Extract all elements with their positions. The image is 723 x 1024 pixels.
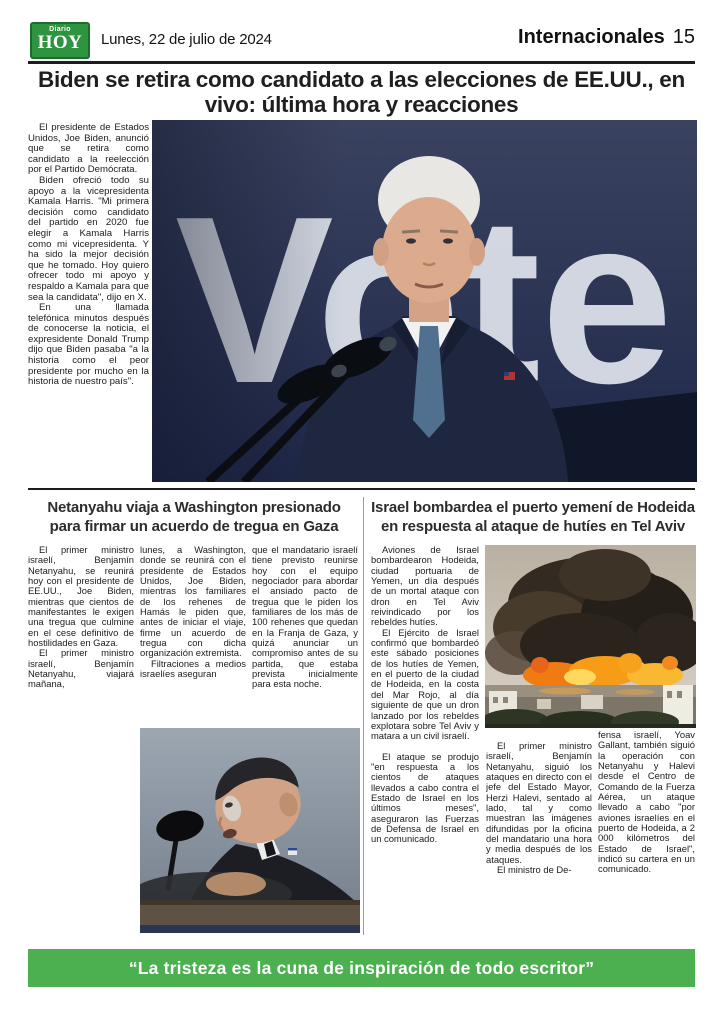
israel-column-3 bbox=[598, 730, 695, 935]
paragraph: que el mandatario israelí tiene previsto reunirse hoy con el equipo negociador para abordar el ansiado pacto de tregua que le piden los familiares de los más de 100 rehenes que quedan en la Franja de Gaza, y quizá anunciar un compromiso antes de su partida, que estaba prevista inicialmente para esta noche. bbox=[252, 545, 358, 690]
section-divider bbox=[28, 488, 695, 490]
paragraph: Filtraciones a medios israelíes aseguran bbox=[140, 657, 246, 680]
paragraph: El primer ministro israelí, Benjamín Netanyahu, viajará mañana, bbox=[28, 647, 134, 690]
paragraph: El ministro de De- bbox=[497, 864, 572, 876]
israel-column-1 bbox=[371, 545, 479, 933]
quote-banner: “La tristeza es la cuna de inspiración de todo escritor” bbox=[28, 949, 695, 987]
page-number: 15 bbox=[672, 26, 695, 48]
column-divider bbox=[363, 497, 364, 935]
netanyahu-column-1 bbox=[28, 545, 134, 727]
lead-story-column bbox=[28, 123, 149, 481]
hand bbox=[206, 872, 266, 896]
lead-paragraph: En una llamada telefónica minutos después de conocerse la noticia, el expresidente Donald Trump dijo que Biden pasaba "a la historia como el peor presidente por mucho en la historia de nuestro país". bbox=[28, 302, 149, 388]
paragraph: El ataque se produjo "en respuesta a los cientos de ataques llevados a cabo contra el Estado de Israel en los últimos meses", aseguraron las Fuerzas de Defensa de Israel en un comunicado. bbox=[371, 750, 479, 845]
israel-headline: Israel bombardea el puerto yemení de Hodeida en respuesta al ataque de hutíes en Tel Aviv bbox=[371, 499, 695, 535]
netanyahu-column-3 bbox=[252, 545, 358, 727]
paragraph: lunes, a Washington, donde se reunirá con el presidente de Estados Unidos, Joe Biden, mientras los familiares de los rehenes de Hamás le piden que, antes de iniciar el viaje, firme un acuerdo de tregua con dicha organización extremista. bbox=[140, 545, 246, 659]
diario-hoy-logo bbox=[30, 22, 90, 59]
section-name: Internacionales bbox=[518, 26, 665, 48]
paragraph: fensa israelí, Yoav Gallant, también siguió la operación con Netanyahu y Halevi desde el Centro de Comando de la Fuerza Aérea, un ataque llevado a cabo "por aviones israelíes en el puerto de Hodeida, a 2 000 kilómetros del Estado de Israel", indicó su cartera en un comunicado. bbox=[598, 730, 695, 875]
lead-paragraph: Biden ofreció todo su apoyo a la vicepresidenta Kamala Harris. "Mi primera decisión como candidato del partido en 2020 fue elegir a Kamala Harris como mi vicepresidenta. Y ha sido la mejor decisión que he tomado. Hoy quiero ofrecer todo mi apoyo y respaldo a Kamala para que sea la candidata", dijo en X. bbox=[28, 174, 149, 303]
lead-paragraph: El presidente de Estados Unidos, Joe Biden, anunció que se retira como candidato a la reelección por el Partido Demócrata. bbox=[28, 123, 149, 176]
paragraph: El primer ministro israelí, Benjamín Netanyahu, siguió los ataques en directo con el jefe del Estado Mayor, Herzi Halevi, sentado al lado, tal y como muestran las imágenes difundidas por la oficina del mandatario una hora y media después de los ataques. bbox=[486, 741, 592, 865]
logo-top-text: Diario bbox=[49, 26, 71, 33]
netanyahu-column-2 bbox=[140, 545, 246, 727]
podium bbox=[140, 904, 360, 926]
israel-column-2 bbox=[486, 741, 592, 934]
hodeida-fire-photo bbox=[485, 545, 696, 728]
paragraph: El Ejército de Israel confirmó que bombardeó este sábado posiciones de los hutíes de Yemen, en el puerto de la ciudad de Hodeida, en la costa del Mar Rojo, al día siguiente de que un dron lanzado por los rebeldes explotara sobre Tel Aviv y matara a un civil israelí. bbox=[371, 626, 479, 742]
section-header bbox=[518, 26, 695, 49]
lead-headline: Biden se retira como candidato a las elecciones de EE.UU., en vivo: última hora y reacciones bbox=[38, 67, 685, 117]
header-divider bbox=[28, 61, 695, 64]
paragraph: Aviones de Israel bombardearon Hodeida, ciudad portuaria de Yemen, un día después de un mortal ataque con dron en Tel Aviv reivindicado por los rebeldes hutíes. bbox=[371, 545, 479, 628]
paragraph: El primer ministro israelí, Benjamín Netanyahu, se reunirá hoy con el presidente de EE.UU., Joe Biden, mientras que cientos de manifestantes le exigen una tregua que culmine en el cese definitivo de hostilidades en Gaza. bbox=[28, 545, 134, 649]
netanyahu-headline: Netanyahu viaja a Washington presionado para firmar un acuerdo de tregua en Gaza bbox=[47, 499, 341, 535]
biden-photo bbox=[152, 120, 697, 482]
logo-main-text: HOY bbox=[37, 32, 83, 53]
edition-date: Lunes, 22 de julio de 2024 bbox=[101, 31, 272, 48]
netanyahu-photo bbox=[140, 728, 360, 933]
